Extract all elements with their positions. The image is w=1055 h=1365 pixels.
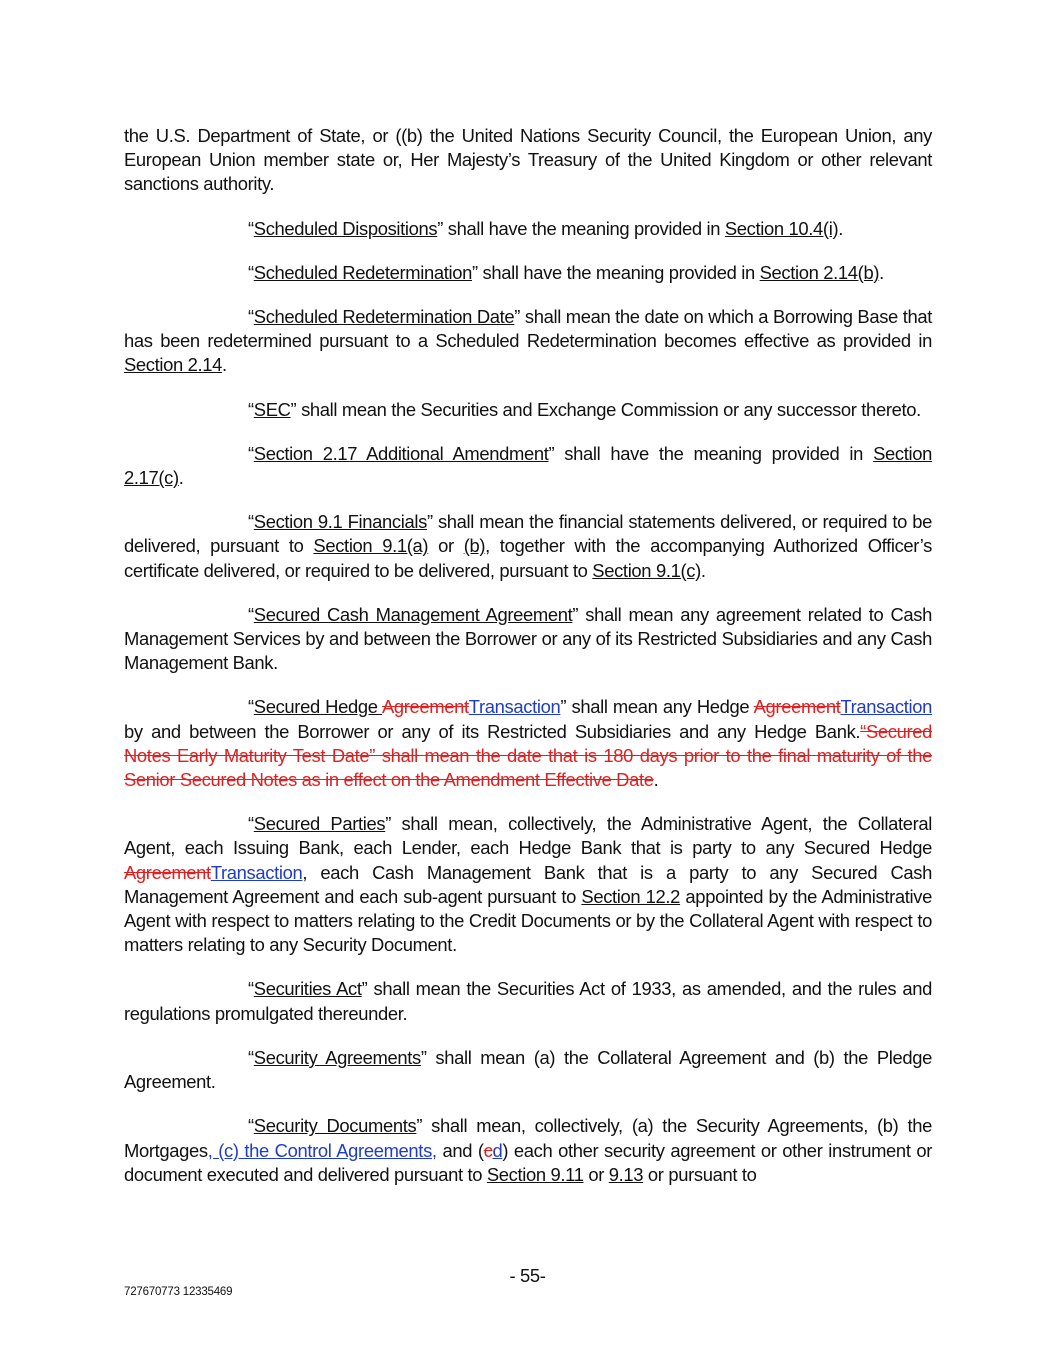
section-reference: Section 9.11	[486, 1163, 584, 1185]
deleted-text: Agreement	[753, 696, 841, 718]
definition-secured-hedge-transaction: “Secured Hedge AgreementTransaction” shall mean any Hedge AgreementTransaction by and between the Borrower or any of its Restricted Subsidiaries and any Hedge Bank.“Secured Notes Early Maturity Test Date” shall mean the date that is 180 days prior to the final maturity of the Senior Secured Notes as in effect on the Amendment Effective Date.	[124, 696, 933, 791]
page-number: - 55-	[509, 1265, 546, 1286]
definition-security-agreements: “Security Agreements” shall mean (a) the Collateral Agreement and (b) the Pledge Agreement.	[124, 1046, 932, 1093]
deleted-text: Agreement	[381, 696, 469, 718]
section-reference: Section 2.14(b)	[759, 261, 880, 283]
defined-term: Security Documents	[253, 1115, 417, 1137]
section-reference: Section 9.1(c)	[592, 559, 701, 581]
defined-term: Secured Parties	[253, 813, 386, 835]
section-reference: Section 12.2	[581, 885, 681, 907]
inserted-text: Transaction	[210, 861, 303, 883]
section-reference: 9.13	[608, 1163, 644, 1185]
defined-term: Scheduled Redetermination	[253, 261, 472, 283]
definition-scheduled-dispositions: “Scheduled Dispositions” shall have the meaning provided in Section 10.4(i).	[248, 217, 843, 239]
definition-security-documents: “Security Documents” shall mean, collectively, (a) the Security Agreements, (b) the Mortgages, (c) the Control Agreements, and (cd) each other security agreement or other instrument or document executed and delivered pursuant to Section 9.11 or 9.13 or pursuant to	[124, 1115, 932, 1185]
section-reference: Section 2.17(c)	[124, 442, 933, 489]
definition-securities-act: “Securities Act” shall mean the Securities Act of 1933, as amended, and the rules and regulations promulgated thereunder.	[124, 978, 932, 1024]
inserted-text: Transaction	[840, 696, 933, 718]
document-page	[124, 124, 932, 1207]
inserted-text: Transaction	[468, 696, 561, 718]
defined-term: Scheduled Dispositions	[253, 217, 438, 239]
section-reference: (b)	[463, 535, 486, 557]
defined-term: Section 2.17 Additional Amendment	[253, 442, 549, 464]
defined-term: Scheduled Redetermination Date	[253, 306, 515, 328]
definition-scheduled-redetermination: “Scheduled Redetermination” shall have the meaning provided in Section 2.14(b).	[248, 261, 884, 283]
definition-sec: “SEC” shall mean the Securities and Exchange Commission or any successor thereto.	[248, 398, 921, 420]
deleted-text: c	[483, 1139, 493, 1161]
defined-term: Secured Hedge	[253, 696, 382, 718]
defined-term: Security Agreements	[253, 1046, 421, 1068]
definition-scheduled-redetermination-date: “Scheduled Redetermination Date” shall mean the date on which a Borrowing Base that has been redetermined pursuant to a Scheduled Redetermination becomes effective as provided in Section 2.14.	[124, 306, 933, 376]
defined-term: Securities Act	[253, 978, 362, 1000]
deleted-text: Agreement	[124, 861, 211, 883]
defined-term: Section 9.1 Financials	[253, 511, 427, 533]
defined-term: SEC	[253, 398, 291, 420]
section-reference: Section 2.14	[124, 354, 223, 376]
definition-secured-parties: “Secured Parties” shall mean, collectively, the Administrative Agent, the Collateral Agent, each Issuing Bank, each Lender, each Hedge Bank that is party to any Secured Hedge AgreementTransaction, each Cash Management Bank that is a party to any Secured Cash Management Agreement and each sub-agent pursuant to Section 12.2 appointed by the Administrative Agent with respect to matters relating to the Credit Documents or by the Collateral Agent with respect to matters relating to any Security Document.	[124, 813, 932, 956]
inserted-text: , (c) the Control Agreements,	[207, 1139, 437, 1161]
inserted-text: d	[492, 1139, 503, 1161]
section-reference: Section 10.4(i)	[724, 217, 839, 239]
defined-term: Secured Cash Management Agreement	[253, 603, 573, 625]
definition-section-9-1-financials: “Section 9.1 Financials” shall mean the financial statements delivered, or required to be delivered, pursuant to Section 9.1(a) or (b), together with the accompanying Authorized Officer’s certificate delivered, or required to be delivered, pursuant to Section 9.1(c).	[124, 511, 933, 581]
document-id: 727670773 12335469	[124, 1286, 233, 1298]
definition-section-2-17-additional-amendment: “Section 2.17 Additional Amendment” shall have the meaning provided in Section 2.17(c).	[124, 442, 933, 489]
section-reference: Section 9.1(a)	[313, 535, 429, 557]
paragraph-sanctions-continuation	[124, 124, 932, 197]
definition-secured-cash-management-agreement: “Secured Cash Management Agreement” shall mean any agreement related to Cash Management Services by and between the Borrower or any of its Restricted Subsidiaries and any Cash Management Bank.	[124, 603, 933, 674]
paragraph-text: the U.S. Department of State, or ((b) the United Nations Security Council, the European Union, any European Union member state or, Her Majesty’s Treasury of the United Kingdom or other relevant sanctions authority.	[124, 125, 932, 195]
deleted-definition-secured-notes-early-maturity-test-date: “Secured Notes Early Maturity Test Date” shall mean the date that is 180 days prior to the final maturity of the Senior Secured Notes as in effect on the Amendment Effective Date	[124, 720, 932, 791]
